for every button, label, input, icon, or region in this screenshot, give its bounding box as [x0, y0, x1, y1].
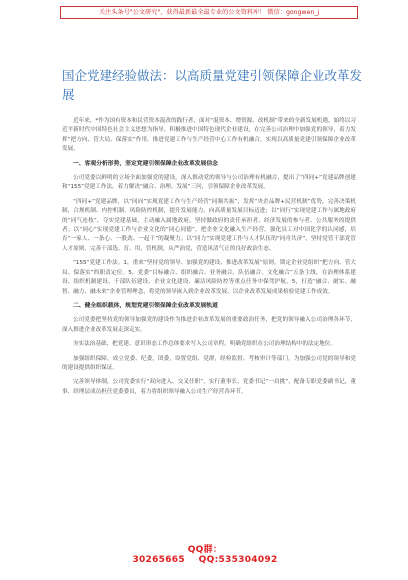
- document-body: [62, 117, 356, 402]
- page-title: 国企党建经验做法：以高质量党建引领保障企业改革发展: [62, 68, 363, 102]
- body-paragraph: 夯实法治基础，把党建、意识形态工作总体要求写入公司章程，明确党组织在公司治理结构中的法定地位。: [73, 341, 336, 348]
- qq-label: QQ:: [198, 555, 219, 565]
- qq-number: 535304092: [218, 555, 278, 565]
- section-heading: 一、客观分析形势，坚定党建引领保障企业改革发展信念: [73, 160, 218, 167]
- footer-contact: [120, 542, 290, 565]
- body-paragraph: “四同+”党建品牌，以“同向”实现党建工作与生产经营“同频共振”，发挥“央企品牌+民营机制”优势，完善决策机制、合规机制、内控机制、风险防控机制，提升发展能力。向高质量发展目标迈进；以“同行”实现党建工作与属地政府的“同气连枝”，夺实党建基础，主动融入属地政府，坚持做政府的责任承担者、经济发展的参与者、公共服务的提供者；以“同心”实现党建工作与企业文化的“同心同德”，把企业文化融入生产经营，强化员工对中国化学的认同感，培育“一家人、一条心、一股劲、一起干”的凝聚力；以“同力”实现党建工作与人才队伍的“同舟共济”，坚持党管干部党管人才原则，完善干部选、育、用、管机制，从严治党，营造风清气正的良好政治生态。: [62, 198, 356, 252]
- body-paragraph: 近年来，*作为国有资本和民营资本混改的践行者，面对“混资本、增资源、改机制”带来的全新发展机遇，始终以习近平新时代中国特色社会主义思想为指导，积极推进中国特色现代企业建设，在完善公司治理中加强党的领导，着力发挥“把方向、管大局、保落实”作用，推进党建工作与生产经营中心工作有机融合，实现以高质量党建引领保障企业改革发展。: [62, 118, 356, 153]
- body-paragraph: 公司党委以鲜明的立场全面加强党的建设，深入推动党的领导与公司治理有机融合，提出了“四同+”党建品牌创建和“155”党建工作法，着力解决“融合、治理、发展”三问，引领保障企业改革发展。: [62, 175, 356, 191]
- body-paragraph: “155”党建工作法。1，重来“坚持党的领导、加强党的建设、推进改革发展”原则。锁定企业党组织“把方向、管大局、保落实”的职责定位。5，党委“目标融合、组织融合、业务融合、队伍融合、文化融合”五条主线，在治理体系建设、组织机制建设、干部队伍建设、企业文化建设、廉洁风险防控等重点任务中保驾护航。5，打造“融合、耐实、融智、融力、融未来”企业管理理念，将党的领导嵌入到企业改革发展，以企业改革发展成果检验党建工作成效。: [62, 260, 356, 295]
- top-banner: 关注头条号"公文研究"，获得最新最全最专业的公文资料库！ 微信：gongwen_j: [60, 6, 358, 19]
- qq-group-label: QQ群：: [187, 545, 223, 555]
- body-paragraph: 公司党委把坚持党的领导加强党的建设作为推进企业改革发展的重要政治任务，把党的领导融入公司治理各环节，深入推进企业改革发展走深走实。: [62, 317, 356, 333]
- body-paragraph: 加强组织保障，成立党委、纪委，团委，设置党组、党群，经检监督、考核审计等部门，为加强公司党的领导和党的建设提供组织保证。: [62, 355, 356, 371]
- section-heading: 二、健全组织载体，规划党建引领保障企业改革发展轨道: [73, 302, 218, 309]
- body-paragraph: 完善领导体制，公司党委实行“双向进入、交叉任职”，实行董事长、党委书记“一肩挑”，配备专职党委副书记，董事、经理层成员担任党委委员，着力将组织领导融入公司生产经营各环节。: [62, 379, 356, 395]
- qq-group-number: 30265665: [132, 555, 185, 565]
